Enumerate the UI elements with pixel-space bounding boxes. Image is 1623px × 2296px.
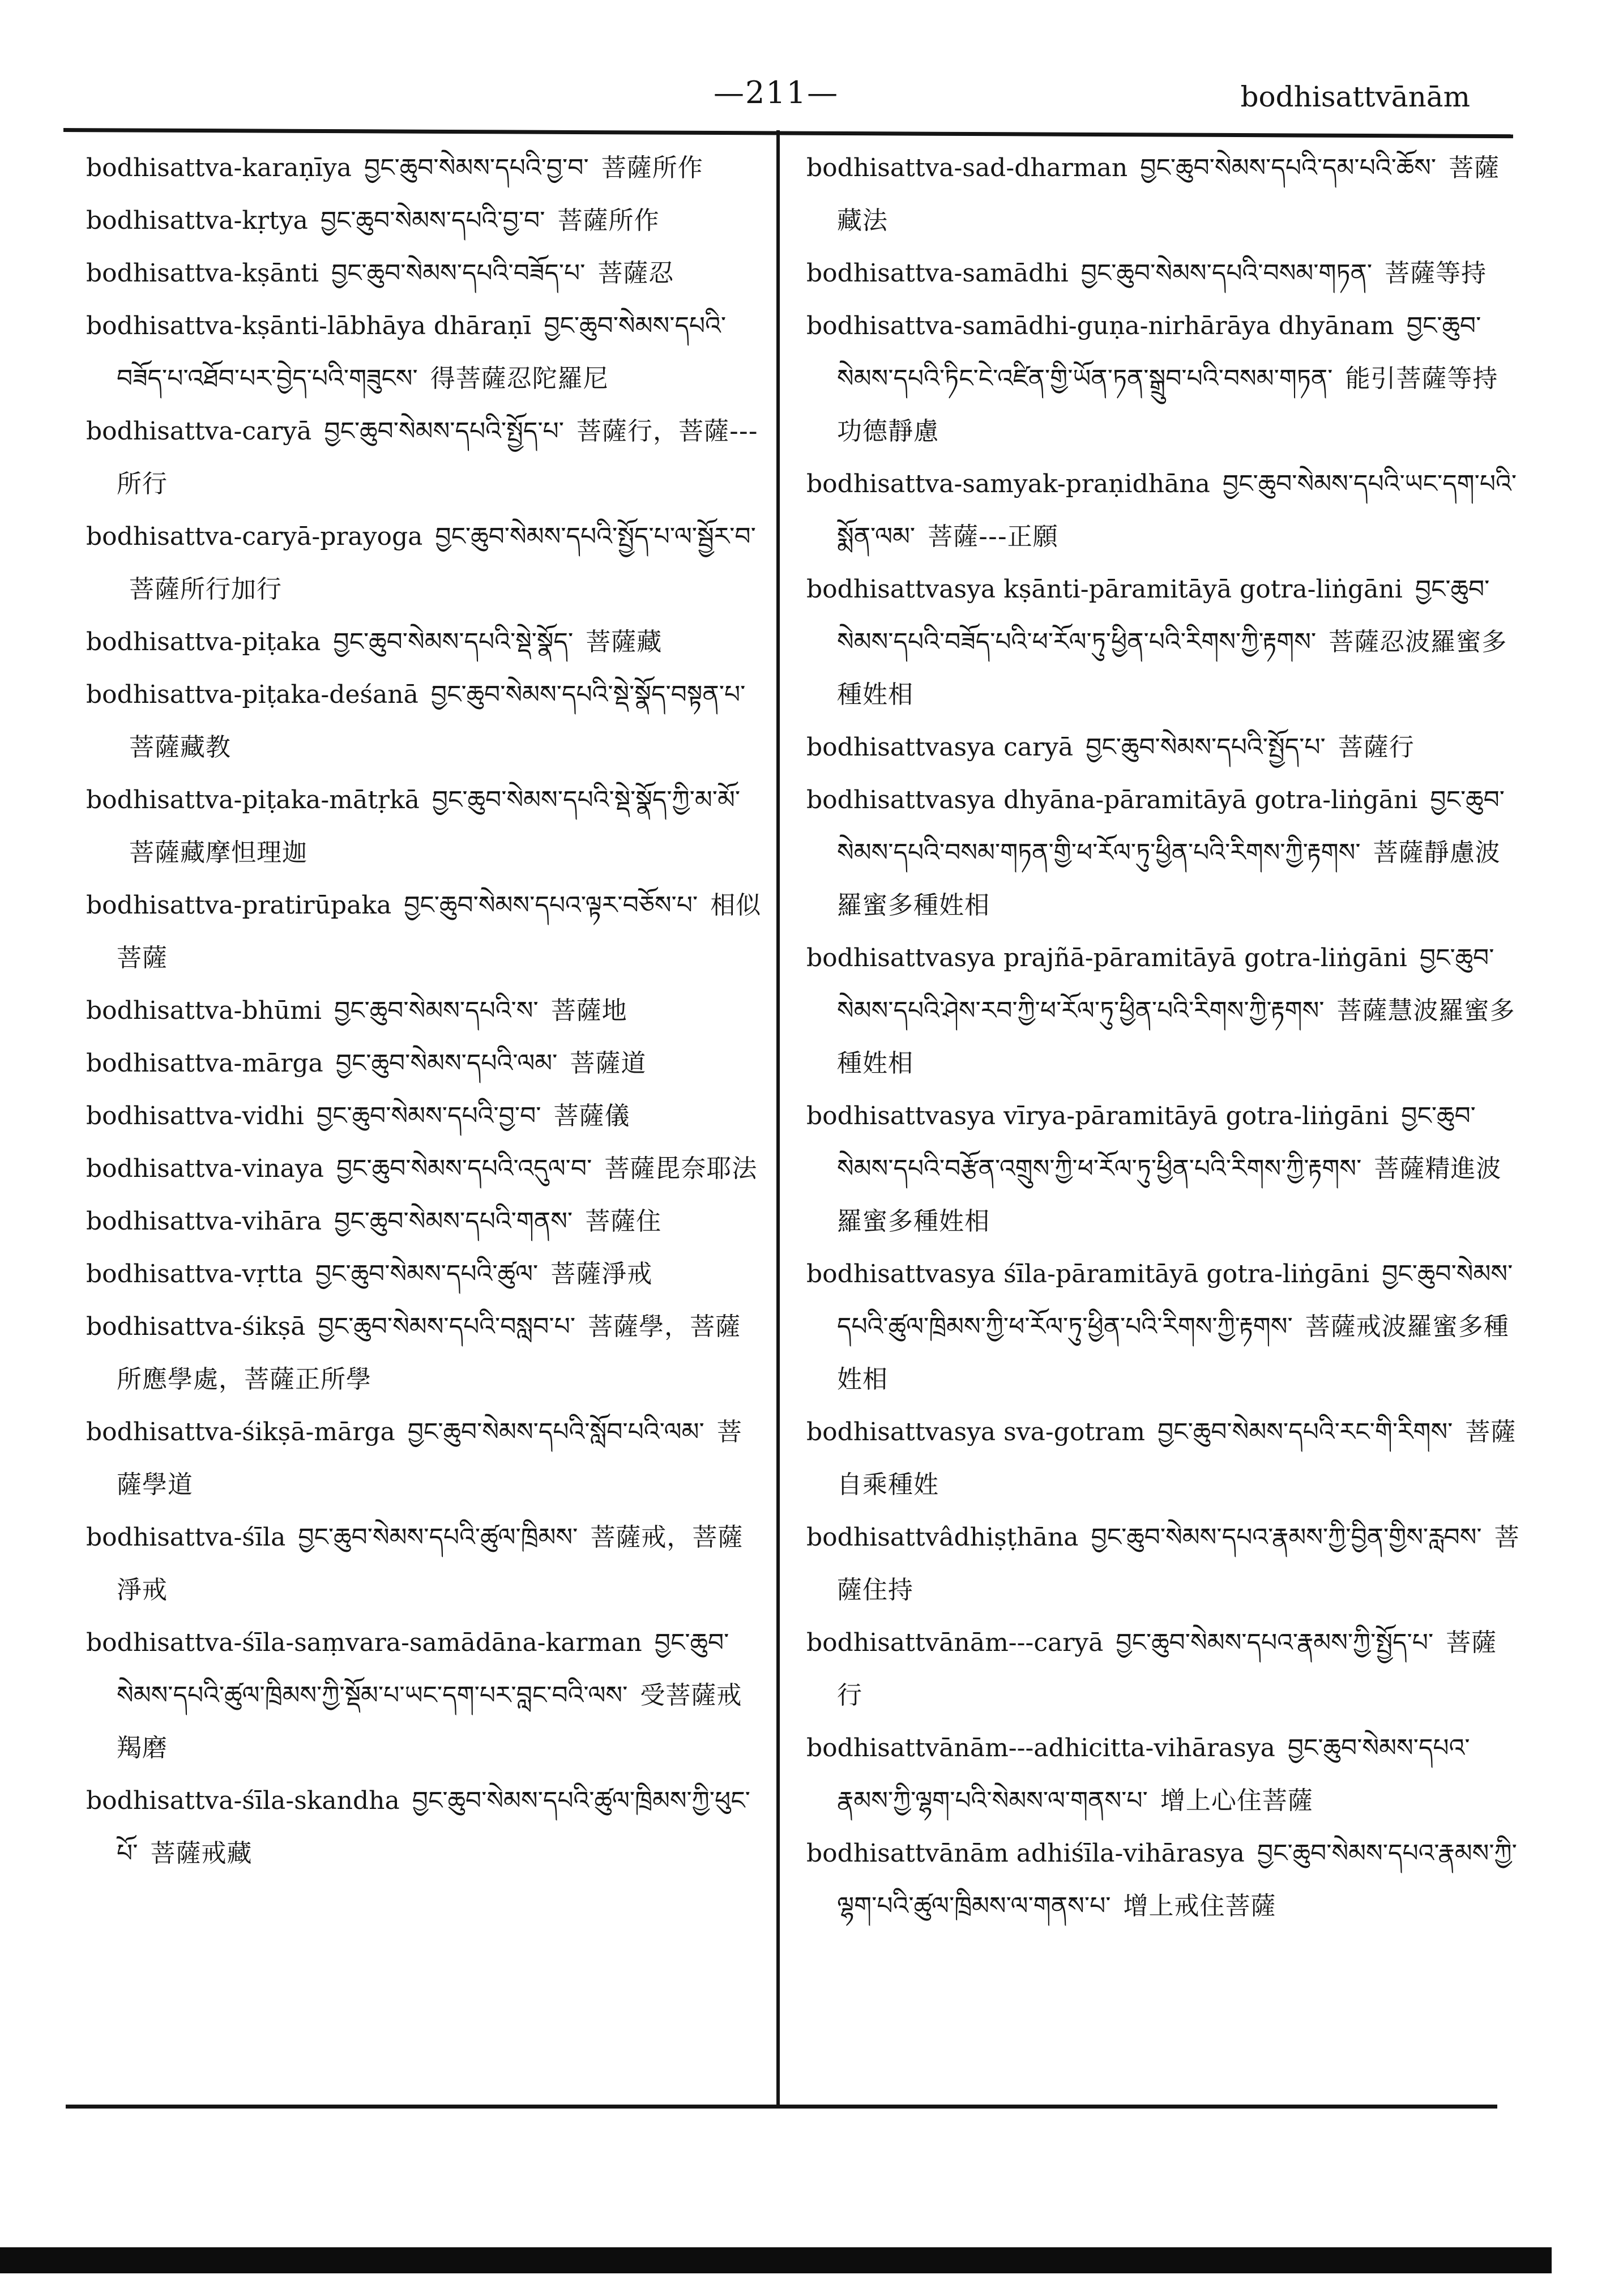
entry-chinese: 菩薩所作 — [601, 153, 703, 182]
dictionary-entry — [86, 1616, 766, 1774]
scan-edge-band — [0, 2247, 1552, 2273]
entry-headword: bodhisattva-samyak-praṇidhāna — [806, 470, 1210, 498]
dictionary-entry — [806, 142, 1520, 247]
entry-headword: bodhisattvasya prajñā-pāramitāyā gotra-liṅgāni — [806, 944, 1407, 972]
dictionary-entry — [806, 458, 1520, 563]
entry-tibetan: བྱང་ཆུབ་སེམས་དཔའི་ཡང་དག་པའི་སྨོན་ལམ་ — [837, 470, 1517, 551]
entry-tibetan: བྱང་ཆུབ་སེམས་དཔའི་རང་གི་རིགས་ — [1158, 1418, 1453, 1446]
entry-headword: bodhisattvasya śīla-pāramitāyā gotra-liṅgāni — [806, 1260, 1370, 1288]
entry-tibetan: བྱང་ཆུབ་སེམས་དཔའི་བཟོད་པའི་ཕ་རོལ་ཏུ་ཕྱིན་པའི་རིགས་ཀྱི་རྟགས་ — [837, 575, 1490, 656]
dictionary-entry — [806, 247, 1520, 300]
dictionary-entry — [86, 1142, 766, 1195]
entry-tibetan: བྱང་ཆུབ་སེམས་དཔའི་ས་ — [334, 996, 539, 1025]
entry-chinese: 菩薩靜慮波羅蜜多種姓相 — [837, 838, 1501, 920]
entry-chinese: 菩薩戒藏 — [150, 1839, 253, 1868]
entry-headword: bodhisattva-vihāra — [86, 1207, 322, 1236]
entry-tibetan: བྱང་ཆུབ་སེམས་དཔའ་རྣམས་ཀྱི་ལྷག་པའི་ཚུལ་ཁྲིམས་ལ་གནས་པ་ — [837, 1839, 1517, 1921]
dictionary-entry — [86, 142, 766, 194]
entry-chinese: 菩薩學道 — [117, 1418, 742, 1499]
entry-tibetan: བྱང་ཆུབ་སེམས་དཔའི་བསམ་གཏན་ — [1080, 259, 1373, 288]
entry-chinese: 菩薩自乘種姓 — [837, 1418, 1517, 1499]
entry-headword: bodhisattvānām---adhicitta-vihārasya — [806, 1734, 1275, 1762]
entry-headword: bodhisattva-bhūmi — [86, 996, 322, 1025]
entry-chinese: 菩薩住持 — [837, 1523, 1520, 1604]
entry-tibetan: བྱང་ཆུབ་སེམས་དཔའི་སྡེ་སྣོད་ — [333, 628, 574, 656]
entry-tibetan: བྱང་ཆུབ་སེམས་དཔའི་སྤྱོད་པ་ལ་སྦྱོར་བ་ — [435, 522, 756, 551]
entry-chinese: 受菩薩戒羯磨 — [117, 1681, 742, 1762]
entry-tibetan: བྱང་ཆུབ་སེམས་དཔའི་བསླབ་པ་ — [318, 1312, 576, 1341]
entry-chinese: 菩薩學，菩薩所應學處，菩薩正所學 — [117, 1312, 741, 1394]
entry-headword: bodhisattva-samādhi — [806, 259, 1069, 288]
entry-chinese: 菩薩儀 — [553, 1102, 630, 1130]
dictionary-entry — [806, 1406, 1520, 1511]
dictionary-entry — [806, 1722, 1520, 1827]
dictionary-entry — [806, 1248, 1520, 1406]
entry-tibetan: བྱང་ཆུབ་སེམས་དཔའི་བྱ་བ་ — [364, 153, 589, 182]
top-rule — [63, 128, 1513, 138]
entry-headword: bodhisattva-mārga — [86, 1049, 323, 1078]
entry-chinese: 菩薩藏 — [586, 628, 663, 656]
entry-tibetan: བྱང་ཆུབ་སེམས་དཔའི་ཚུལ་ — [315, 1260, 539, 1288]
entry-tibetan: བྱང་ཆུབ་སེམས་དཔའི་གནས་ — [334, 1207, 573, 1236]
entry-headword: bodhisattva-śīla — [86, 1523, 286, 1552]
dictionary-entry — [806, 1090, 1520, 1248]
entry-chinese: 菩薩慧波羅蜜多種姓相 — [837, 996, 1515, 1078]
dictionary-entry — [86, 984, 766, 1037]
entry-chinese: 菩薩精進波羅蜜多種姓相 — [837, 1154, 1502, 1236]
dictionary-entry — [806, 563, 1520, 721]
entry-headword: bodhisattva-pratirūpaka — [86, 891, 392, 920]
entry-chinese: 增上心住菩薩 — [1160, 1786, 1313, 1815]
dictionary-entry — [86, 1406, 766, 1511]
entry-tibetan: བྱང་ཆུབ་སེམས་དཔའི་བཟོད་པ་འཐོབ་པར་བྱེད་པའི་གཟུངས་ — [117, 311, 727, 393]
entry-chinese: 菩薩藏教 — [129, 733, 231, 762]
entry-headword: bodhisattva-vṛtta — [86, 1260, 303, 1288]
entry-tibetan: བྱང་ཆུབ་སེམས་དཔའི་ཚུལ་ཁྲིམས་ — [298, 1523, 578, 1552]
entry-chinese: 能引菩薩等持功德靜慮 — [837, 364, 1498, 446]
entry-chinese: 菩薩行 — [837, 1628, 1497, 1710]
dictionary-entry — [86, 1300, 766, 1406]
entry-headword: bodhisattva-kṣānti-lābhāya dhāraṇī — [86, 311, 532, 340]
dictionary-entry — [806, 721, 1520, 774]
entry-headword: bodhisattvasya dhyāna-pāramitāyā gotra-liṅgāni — [806, 786, 1418, 814]
entry-chinese: 菩薩藏法 — [837, 153, 1500, 235]
dictionary-entry — [86, 879, 766, 984]
dictionary-entry — [86, 1195, 766, 1248]
entry-headword: bodhisattva-śīla-skandha — [86, 1786, 400, 1815]
entry-tibetan: བྱང་ཆུབ་སེམས་དཔའི་ཤེས་རབ་ཀྱི་ཕ་རོལ་ཏུ་ཕྱིན་པའི་རིགས་ཀྱི་རྟགས་ — [837, 944, 1494, 1025]
dictionary-entry — [86, 1511, 766, 1616]
dictionary-entry — [86, 405, 766, 510]
entry-headword: bodhisattva-śīla-saṃvara-samādāna-karman — [86, 1628, 642, 1657]
entry-chinese: 菩薩行 — [1338, 733, 1415, 762]
entry-chinese: 菩薩毘奈耶法 — [604, 1154, 758, 1183]
entry-tibetan: བྱང་ཆུབ་སེམས་དཔའི་སྡེ་སྣོད་ཀྱི་མ་མོ་ — [432, 786, 741, 814]
bottom-rule — [66, 2105, 1497, 2109]
right-column — [806, 142, 1520, 1932]
page-number: —211— — [714, 75, 839, 110]
entry-headword: bodhisattva-śikṣā — [86, 1312, 306, 1341]
entry-chinese: 菩薩地 — [550, 996, 627, 1025]
entry-headword: bodhisattvasya caryā — [806, 733, 1074, 762]
running-head: bodhisattvānām — [1240, 80, 1470, 113]
dictionary-entry — [806, 1511, 1520, 1616]
dictionary-entry — [86, 774, 766, 879]
entry-headword: bodhisattvasya kṣānti-pāramitāyā gotra-liṅgāni — [806, 575, 1403, 604]
entry-tibetan: བྱང་ཆུབ་སེམས་དཔའ་རྣམས་ཀྱི་སྤྱོད་པ་ — [1116, 1628, 1434, 1657]
entry-headword: bodhisattva-samādhi-guṇa-nirhārāya dhyānam — [806, 311, 1394, 340]
entry-tibetan: བྱང་ཆུབ་སེམས་དཔའི་སྤྱོད་པ་ — [324, 417, 565, 446]
entry-tibetan: བྱང་ཆུབ་སེམས་དཔའི་སྡེ་སྣོད་བསྟན་པ་ — [430, 680, 746, 709]
entry-tibetan: བྱང་ཆུབ་སེམས་དཔའི་སློབ་པའི་ལམ་ — [407, 1418, 704, 1446]
entry-headword: bodhisattva-vidhi — [86, 1102, 304, 1130]
entry-headword: bodhisattva-karaṇīya — [86, 153, 352, 182]
entry-chinese: 菩薩所作 — [557, 206, 660, 235]
entry-chinese: 菩薩忍波羅蜜多種姓相 — [837, 628, 1507, 709]
entry-tibetan: བྱང་ཆུབ་སེམས་དཔའི་ཏིང་ངེ་འཛིན་གྱི་ཡོན་ཏན་སྒྲུབ་པའི་བསམ་གཏན་ — [837, 311, 1481, 393]
entry-chinese: 菩薩行，菩薩---所行 — [117, 417, 758, 498]
entry-headword: bodhisattva-kṛtya — [86, 206, 308, 235]
entry-chinese: 菩薩住 — [585, 1207, 662, 1236]
entry-headword: bodhisattva-piṭaka-deśanā — [86, 680, 418, 709]
entry-chinese: 菩薩藏摩怛理迦 — [129, 838, 307, 867]
entry-chinese: 增上戒住菩薩 — [1123, 1892, 1276, 1921]
entry-headword: bodhisattva-kṣānti — [86, 259, 319, 288]
left-column — [86, 142, 766, 1880]
entry-tibetan: བྱང་ཆུབ་སེམས་དཔའི་ཚུལ་ཁྲིམས་ཀྱི་ཕུང་པོ་ — [117, 1786, 750, 1868]
dictionary-entry — [86, 668, 766, 774]
entry-tibetan: བྱང་ཆུབ་སེམས་དཔའ་རྣམས་ཀྱི་བྱིན་གྱིས་རླབས་ — [1091, 1523, 1482, 1552]
entry-chinese: 菩薩---正願 — [928, 522, 1058, 551]
entry-tibetan: བྱང་ཆུབ་སེམས་དཔའི་བྱ་བ་ — [320, 206, 545, 235]
column-divider — [776, 130, 780, 2107]
entry-chinese: 得菩薩忍陀羅尼 — [430, 364, 609, 393]
entry-chinese: 菩薩忍 — [597, 259, 674, 288]
entry-chinese: 菩薩道 — [570, 1049, 647, 1078]
entry-headword: bodhisattva-caryā-prayoga — [86, 522, 423, 551]
entry-headword: bodhisattva-piṭaka-mātṛkā — [86, 786, 420, 814]
entry-headword: bodhisattvasya sva-gotram — [806, 1418, 1146, 1446]
entry-headword: bodhisattvâdhiṣṭhāna — [806, 1523, 1079, 1552]
dictionary-entry — [86, 300, 766, 405]
entry-headword: bodhisattva-śikṣā-mārga — [86, 1418, 395, 1446]
entry-tibetan: བྱང་ཆུབ་སེམས་དཔའི་བརྩོན་འགྲུས་ཀྱི་ཕ་རོལ་ཏུ་ཕྱིན་པའི་རིགས་ཀྱི་རྟགས་ — [837, 1102, 1476, 1183]
entry-tibetan: བྱང་ཆུབ་སེམས་དཔའི་ཚུལ་ཁྲིམས་ཀྱི་སྡོམ་པ་ཡང་དག་པར་བླང་བའི་ལས་ — [117, 1628, 729, 1710]
dictionary-entry — [806, 932, 1520, 1090]
dictionary-entry — [86, 616, 766, 668]
dictionary-entry — [86, 510, 766, 616]
entry-headword: bodhisattvānām adhiśīla-vihārasya — [806, 1839, 1245, 1868]
entry-tibetan: བྱང་ཆུབ་སེམས་དཔའི་འདུལ་བ་ — [336, 1154, 592, 1183]
entry-chinese: 菩薩等持 — [1385, 259, 1487, 288]
entry-headword: bodhisattvasya vīrya-pāramitāyā gotra-liṅgāni — [806, 1102, 1389, 1130]
dictionary-entry — [806, 300, 1520, 458]
entry-headword: bodhisattva-vinaya — [86, 1154, 324, 1183]
dictionary-entry — [86, 194, 766, 247]
dictionary-entry — [806, 1616, 1520, 1722]
dictionary-entry — [86, 1248, 766, 1300]
entry-tibetan: བྱང་ཆུབ་སེམས་དཔའི་བཟོད་པ་ — [331, 259, 586, 288]
entry-chinese: 菩薩所行加行 — [129, 575, 282, 604]
dictionary-entry — [86, 1037, 766, 1090]
dictionary-entry — [806, 774, 1520, 932]
entry-tibetan: བྱང་ཆུབ་སེམས་དཔའི་ལམ་ — [335, 1049, 558, 1078]
entry-tibetan: བྱང་ཆུབ་སེམས་དཔའི་དམ་པའི་ཆོས་ — [1140, 153, 1437, 182]
entry-chinese: 菩薩淨戒 — [550, 1260, 653, 1288]
entry-chinese: 菩薩戒波羅蜜多種姓相 — [837, 1312, 1509, 1394]
entry-headword: bodhisattva-caryā — [86, 417, 312, 446]
entry-headword: bodhisattvānām---caryā — [806, 1628, 1104, 1657]
entry-chinese: 菩薩戒，菩薩淨戒 — [117, 1523, 744, 1604]
entry-headword: bodhisattva-piṭaka — [86, 628, 321, 656]
entry-headword: bodhisattva-sad-dharman — [806, 153, 1128, 182]
dictionary-entry — [86, 1090, 766, 1142]
dictionary-entry — [86, 1774, 766, 1880]
entry-tibetan: བྱང་ཆུབ་སེམས་དཔའི་བསམ་གཏན་གྱི་ཕ་རོལ་ཏུ་ཕྱིན་པའི་རིགས་ཀྱི་རྟགས་ — [837, 786, 1505, 867]
entry-tibetan: བྱང་ཆུབ་སེམས་དཔའི་བྱ་བ་ — [316, 1102, 541, 1130]
entry-tibetan: བྱང་ཆུབ་སེམས་དཔའ་ལྟར་བཅོས་པ་ — [404, 891, 698, 920]
entry-chinese: 相似菩薩 — [117, 891, 762, 972]
dictionary-entry — [806, 1827, 1520, 1932]
entry-tibetan: བྱང་ཆུབ་སེམས་དཔའི་སྤྱོད་པ་ — [1086, 733, 1326, 762]
dictionary-entry — [86, 247, 766, 300]
entry-tibetan: བྱང་ཆུབ་སེམས་དཔའི་ཚུལ་ཁྲིམས་ཀྱི་ཕ་རོལ་ཏུ་ཕྱིན་པའི་རིགས་ཀྱི་རྟགས་ — [837, 1260, 1513, 1341]
entry-tibetan: བྱང་ཆུབ་སེམས་དཔའ་རྣམས་ཀྱི་ལྷག་པའི་སེམས་ལ་གནས་པ་ — [837, 1734, 1470, 1815]
